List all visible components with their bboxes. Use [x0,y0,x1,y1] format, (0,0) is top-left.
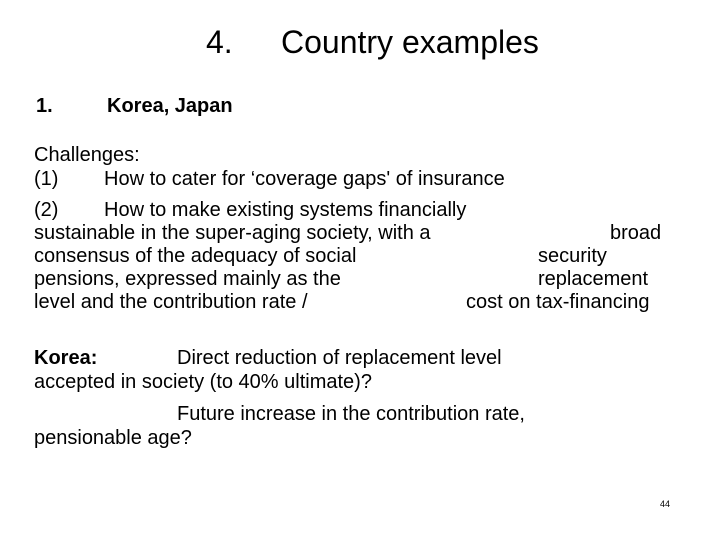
challenge-2-line-4-right: replacement [538,268,649,290]
challenges-label: Challenges: [34,144,140,166]
korea-line-1: Direct reduction of replacement level [177,347,502,369]
challenge-1-text: How to cater for ‘coverage gaps' of insurance [104,168,505,190]
challenge-2-number: (2) [34,199,59,221]
challenge-2-line-2-right: broad [610,222,662,244]
challenge-2-line-4-left: pensions, expressed mainly as the [34,268,341,290]
page-number: 44 [660,499,671,509]
challenge-2-line-5-left: level and the contribution rate / [34,291,308,313]
challenge-1-number: (1) [34,168,59,190]
section-heading: Korea, Japan [107,95,233,117]
challenge-2-line-2-left: sustainable in the super-aging society, with a [34,222,431,244]
page-title: Country examples [281,24,539,60]
challenge-2-line-3-right: security [538,245,607,267]
challenge-2-line-5-right: cost on tax-financing [466,291,650,313]
challenge-2-line-3-left: consensus of the adequacy of social [34,245,357,267]
korea-label: Korea: [34,347,98,369]
korea-line-3: Future increase in the contribution rate, [177,403,525,425]
title-number: 4. [206,24,233,60]
korea-line-2: accepted in society (to 40% ultimate)? [34,371,372,393]
section-number: 1. [36,95,53,117]
challenge-2-line-1: How to make existing systems financially [104,199,467,221]
korea-line-4: pensionable age? [34,427,192,449]
